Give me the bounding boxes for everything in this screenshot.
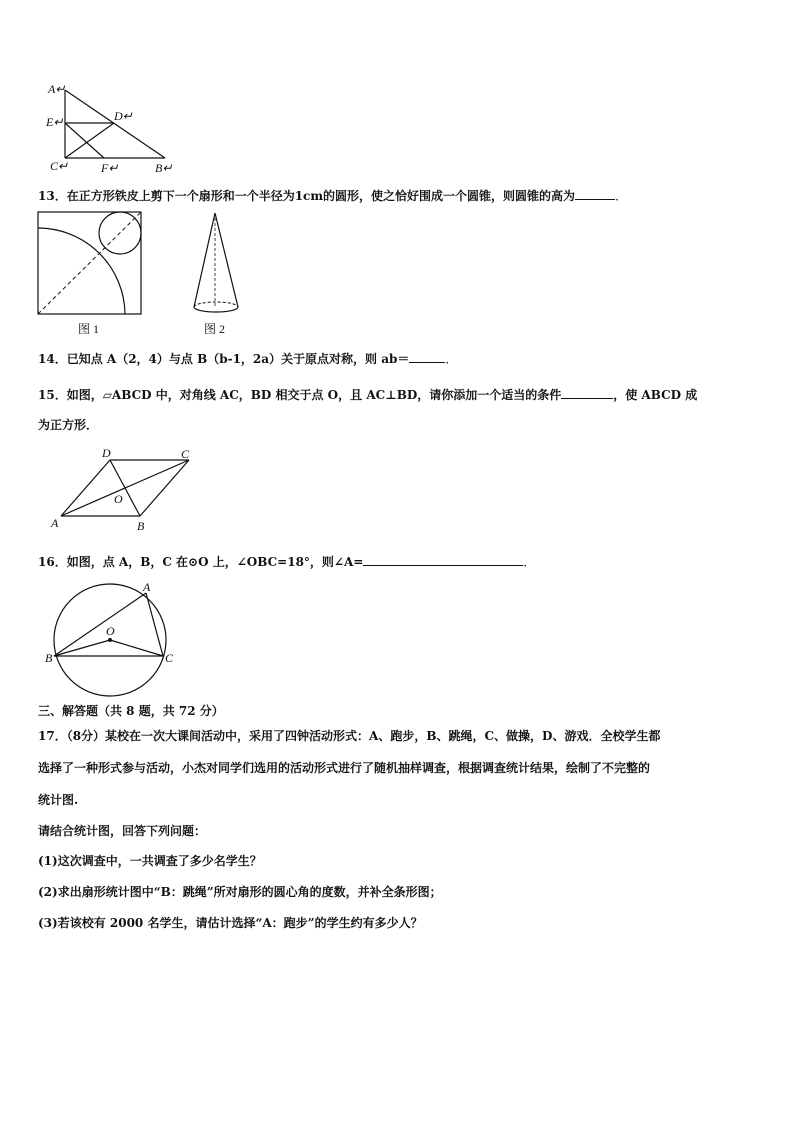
label-b: B↵ — [155, 161, 173, 175]
center-point — [108, 638, 112, 642]
square-sector-figure — [37, 211, 143, 336]
question-17-sub-3 — [38, 915, 423, 931]
cone-left-edge — [194, 213, 215, 307]
figure-2-caption: 图 2 — [204, 322, 226, 336]
question-17-sub-1 — [38, 853, 262, 869]
section-3-text: 三、解答题（共 8 题，共 72 分） — [38, 704, 224, 718]
question-14 — [38, 350, 457, 367]
question-17-line-3 — [38, 792, 78, 808]
section-3-title — [38, 703, 224, 719]
question-17-prompt — [38, 823, 206, 839]
label-o: O — [114, 492, 123, 506]
q14-blank[interactable] — [409, 350, 445, 363]
q13-blank[interactable] — [575, 187, 615, 200]
q16-end: ． — [523, 555, 536, 569]
circle-triangle-figure — [43, 578, 183, 708]
segment-cb — [140, 460, 189, 516]
q17-sub-1: (1)这次调查中，一共调查了多少名学生？ — [38, 854, 262, 868]
segment-ad — [61, 460, 110, 516]
cone-base-back — [194, 302, 238, 307]
question-13 — [38, 187, 627, 204]
q16-text: 16．如图，点 A，B，C 在⊙O 上，∠OBC=18°，则∠A= — [38, 555, 364, 569]
q14-end: ． — [445, 352, 458, 366]
figure-1-caption: 图 1 — [78, 322, 100, 336]
label-b: B — [45, 651, 53, 665]
segment-dc — [65, 123, 114, 158]
q17-line-2: 选择了一种形式参与活动，小杰对同学们选用的活动形式进行了随机抽样调查，根据调查统计结果，绘制了不完整的 — [38, 761, 651, 775]
question-16 — [38, 553, 535, 570]
diagonal-dashed — [38, 212, 141, 314]
q15-text: 15．如图，▱ABCD 中，对角线 AC，BD 相交于点 O，且 AC⊥BD，请你添加一个适当的条件 — [38, 388, 562, 402]
label-f: F↵ — [101, 161, 119, 175]
cone-figure — [190, 211, 246, 336]
question-17-sub-2 — [38, 884, 442, 900]
q15-blank[interactable] — [561, 386, 613, 399]
parallelogram-figure — [48, 446, 198, 534]
segment-bo — [54, 640, 110, 656]
label-c: C — [165, 651, 174, 665]
cone-right-edge — [215, 213, 238, 307]
q17-line-1: 17．（8分）某校在一次大课间活动中，采用了四钟活动形式：A、跑步，B、跳绳，C、做操，D、游戏．全校学生都 — [38, 729, 661, 743]
q17-line-3: 统计图. — [38, 793, 79, 807]
q16-blank[interactable] — [363, 553, 523, 566]
question-15-line-2 — [38, 417, 98, 433]
sector-arc — [38, 228, 125, 314]
cone-base-front — [194, 307, 238, 312]
q15-text-end: ，使 ABCD 成 — [613, 388, 698, 402]
label-o: O — [106, 624, 115, 638]
diagonal-bd — [110, 460, 140, 516]
segment-oc — [110, 640, 163, 656]
question-17-line-1 — [38, 728, 660, 744]
q13-text: 13．在正方形铁皮上剪下一个扇形和一个半径为1cm的圆形，使之恰好围成一个圆锥，则圆锥的高为 — [38, 189, 576, 203]
q15-text-2: 为正方形． — [38, 418, 99, 432]
triangle-figure-q12 — [40, 80, 180, 180]
segment-ef — [65, 123, 104, 158]
q14-text: 14．已知点 A（2，4）与点 B（b-1，2a）关于原点对称，则 ab＝ — [38, 352, 410, 366]
question-17-line-2 — [38, 760, 650, 776]
segment-ac — [146, 593, 163, 656]
q13-end: ． — [615, 189, 628, 203]
label-c: C — [181, 447, 190, 461]
label-a: A↵ — [48, 82, 66, 96]
label-b: B — [137, 519, 145, 533]
label-d: D↵ — [114, 109, 133, 123]
q17-sub-3: (3)若该校有 2000 名学生，请估计选择“A：跑步”的学生约有多少人？ — [38, 916, 423, 930]
label-c: C↵ — [50, 159, 69, 173]
question-15-line-1 — [38, 386, 697, 403]
label-a: A — [51, 516, 59, 530]
label-d: D — [102, 446, 111, 460]
label-e: E↵ — [46, 115, 64, 129]
label-a: A — [143, 580, 151, 594]
q17-prompt: 请结合统计图，回答下列问题： — [38, 824, 207, 838]
q17-sub-2: (2)求出扇形统计图中“B：跳绳”所对扇形的圆心角的度数，并补全条形图； — [38, 885, 442, 899]
